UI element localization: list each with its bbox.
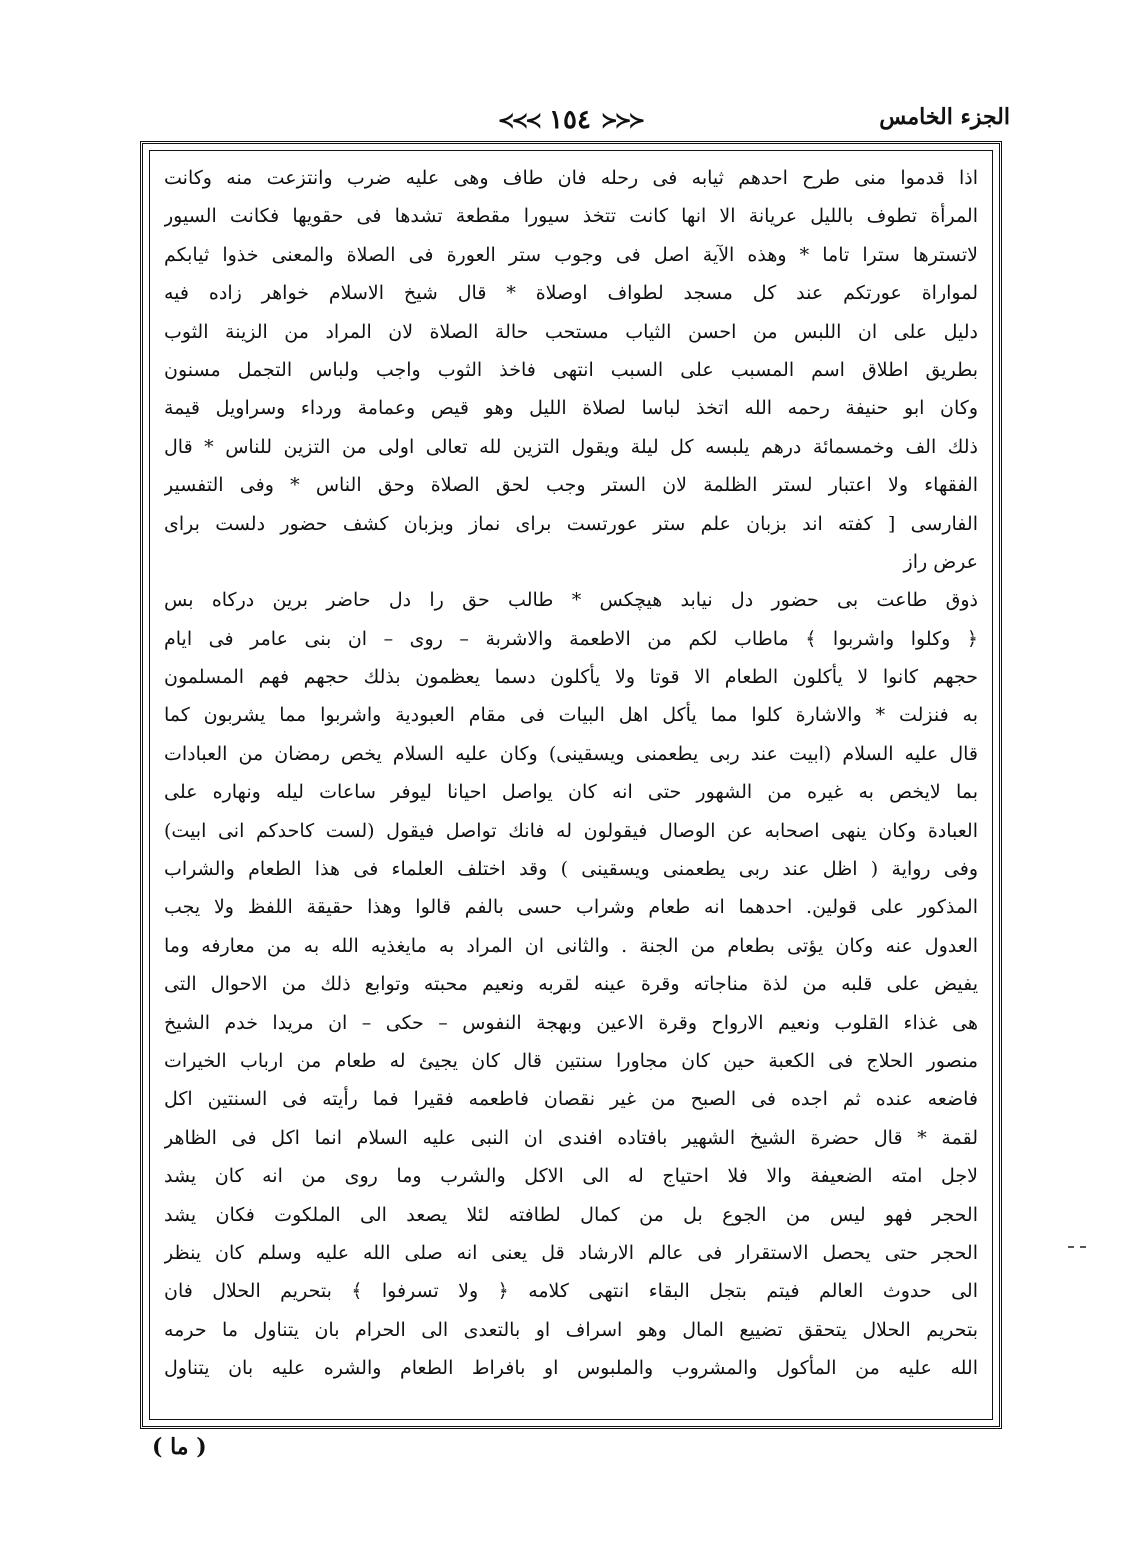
text-line: لقمة * قال حضرة الشيخ الشهير بافتاده افندى ان النبى عليه السلام انما اكل فى الظاهر <box>164 1126 978 1149</box>
text-line: ذوق طاعت بى حضور دل نيابد هيچكس * طالب حق را دل حاضر برين دركاه بس <box>164 589 978 612</box>
text-line: وفى رواية ( اظل عند ربى يطعمنى ويسقينى ) وقد اختلف العلماء فى هذا الطعام والشراب <box>164 858 978 881</box>
text-line: الحجر فهو ليس من الجوع بل من كمال لطافته لئلا يصعد الى الملكوت فكان يشد <box>164 1203 978 1226</box>
text-line: بتحريم الحلال يتحقق تضييع المال وهو اسراف او بالتعدى الى الحرام بان يتناول ما حرمه <box>164 1318 978 1341</box>
text-line: قال عليه السلام (ابيت عند ربى يطعمنى ويسقينى) وكان عليه السلام يخص رمضان من العبادات <box>164 742 978 765</box>
text-line: ﴿ وكلوا واشربوا ﴾ ماطاب لكم من الاطعمة والاشربة – روى – ان بنى عامر فى ايام <box>164 627 978 650</box>
text-line: عرض راز <box>903 550 978 573</box>
text-line: الحجر حتى يحصل الاستقرار فى عالم الارشاد قل يعنى انه صلى الله عليه وسلم كان ينظر <box>164 1241 978 1264</box>
text-line: الفقهاء ولا اعتبار لستر الظلمة لان الستر وجب لحق الصلاة وحق الناس * وفى التفسير <box>164 474 978 497</box>
signature-mark: ( ما ) <box>152 1434 207 1460</box>
text-line: يفيض على قلبه من لذة مناجاته وقرة عينه لقربه ونعيم محبته وتوابع ذلك من الاحوال التى <box>164 973 978 996</box>
text-line: اذا قدموا منى طرح احدهم ثيابه فى رحله فان طاف وهى عليه ضرب وانتزعت منه وكانت <box>164 167 978 189</box>
text-frame <box>140 141 1002 1429</box>
text-line: لاتسترها سترا تاما * وهذه الآية اصل فى وجوب ستر العورة فى الصلاة والمعنى خذوا ثيابكم <box>164 243 978 266</box>
page-number-group <box>450 100 690 140</box>
volume-label: الجزء الخامس <box>879 104 1010 130</box>
text-line: وكان ابو حنيفة رحمه الله اتخذ لباسا لصلاة الليل وهو قيص وعمامة ورداء وسراويل قيمة <box>164 397 978 420</box>
text-line: لاجل امته الضعيفة والا فلا احتياج له الى الاكل والشرب وما روى من انه كان يشد <box>164 1165 978 1188</box>
ornament-right-icon: ≻≻≻ <box>600 108 643 132</box>
text-line: الى حدوث العالم فيتم بتجل البقاء انتهى كلامه ﴿ ولا تسرفوا ﴾ بتحريم الحلال فان <box>164 1280 978 1303</box>
text-line: لمواراة عورتكم عند كل مسجد لطواف اوصلاة * قال شيخ الاسلام خواهر زاده فيه <box>164 282 978 305</box>
page-header <box>130 100 1010 140</box>
text-line: العدول عنه وكان يؤتى بطعام من الجنة . والثانى ان المراد به مايغذيه الله به من معارفه وما <box>164 934 978 957</box>
edge-mark <box>1068 1246 1086 1248</box>
text-line: فاضعه عنده ثم اجده فى الصبح من غير نقصان فاطعمه فقيرا فما رأيته فى السنتين اكل <box>164 1088 978 1111</box>
text-line: حجهم كانوا لا يأكلون الطعام الا قوتا ولا يأكلون دسما يعظمون بذلك حجهم فهم المسلمون <box>164 666 978 689</box>
text-line: الله عليه من المأكول والمشروب والملبوس او بافراط الطعام والشره عليه بان يتناول <box>164 1357 978 1380</box>
text-line: به فنزلت * والاشارة كلوا مما يأكل اهل البيات فى مقام العبودية واشربوا مما يشربون كما <box>164 704 978 727</box>
text-line: المرأة تطوف بالليل عريانة الا انها كانت تتخذ سيورا مقطعة تشدها فى حقويها فكانت السيور <box>164 205 978 228</box>
text-line: العبادة وكان ينهى اصحابه عن الوصال فيقولون له فانك تواصل فيقول (لست كاحدكم انى ابيت) <box>164 819 978 842</box>
text-line: بطريق اطلاق اسم المسبب على السبب انتهى فاخذ الثوب واجب ولباس التجمل مسنون <box>164 358 978 381</box>
text-line: الفارسى [ كفته اند بزبان علم ستر عورتست براى نماز وبزبان كشف حضور دلست براى <box>164 512 978 535</box>
text-body <box>149 150 993 1420</box>
text-line: دليل على ان اللبس من احسن الثياب مستحب حالة الصلاة لان المراد من الزينة الثوب <box>164 320 978 343</box>
ornament-left-icon: ≺≺≺ <box>497 108 540 132</box>
text-line: منصور الحلاج فى الكعبة حين كان مجاورا سنتين قال كان يجيئ له طعام من ارباب الخيرات <box>164 1049 978 1072</box>
text-line: هى غذاء القلوب ونعيم الارواح وقرة الاعين وبهجة النفوس – حكى – ان مريدا خدم الشيخ <box>164 1011 978 1034</box>
text-line: ذلك الف وخمسمائة درهم يلبسه كل ليلة ويقول التزين لله تعالى اولى من التزين للناس * قال <box>164 435 978 458</box>
text-line: بما لايخص به غيره من الشهور حتى انه كان يواصل احيانا ليوفر ساعات ليله ونهاره على <box>164 781 978 804</box>
text-line: المذكور على قولين. احدهما انه طعام وشراب حسى بالفم قالوا وهذا حقيقة اللفظ ولا يجب <box>164 896 978 919</box>
page-number: ١٥٤ <box>549 105 591 135</box>
